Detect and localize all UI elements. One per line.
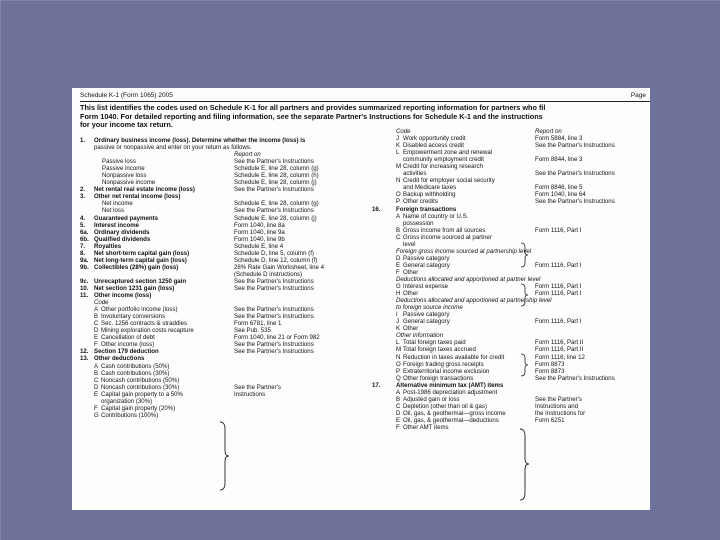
- form-row: [80, 384, 370, 391]
- report-on: Form 1040, line 9a: [234, 228, 285, 236]
- form-row: [372, 417, 650, 424]
- report-on: See the Partner's Instructions: [234, 313, 314, 321]
- line-number: 10.: [80, 284, 89, 292]
- item-description: Passive income: [102, 165, 145, 173]
- form-row: [372, 191, 650, 198]
- left-column: [80, 137, 370, 419]
- intro-line: This list identifies the codes used on Schedule K-1 for all partners and provides summarized reporting information for partners who fil: [80, 103, 546, 112]
- report-on: See the Partner's Instructions: [535, 142, 615, 150]
- form-row: [372, 170, 650, 177]
- item-description: Foreign transactions: [396, 205, 457, 213]
- line-number: 4.: [80, 214, 86, 222]
- form-row: [372, 227, 650, 234]
- report-on: Form 8873: [535, 360, 565, 368]
- form-row: [80, 306, 370, 313]
- item-description: General category: [403, 318, 450, 326]
- report-on: Form 1040, line 8a: [234, 221, 285, 229]
- form-row: [372, 220, 650, 227]
- report-on: Form 1040, line 64: [535, 191, 586, 199]
- brace-deductions: [218, 421, 230, 491]
- form-row: [80, 137, 370, 144]
- item-description: Other deductions: [94, 355, 145, 363]
- item-description: Other income (loss): [101, 341, 155, 349]
- report-on: See the Partner's Instructions: [535, 170, 615, 178]
- report-on: Form 1116, Part II: [535, 339, 584, 347]
- item-description: Net income: [102, 200, 133, 208]
- form-row: [80, 313, 370, 320]
- report-on: (Schedule D instructions): [234, 270, 303, 278]
- item-code: L: [396, 339, 400, 347]
- line-number: 9b.: [80, 263, 89, 271]
- item-description: Noncash contributions (50%): [101, 376, 180, 384]
- item-code: E: [396, 416, 401, 424]
- form-row: [372, 332, 650, 339]
- item-description: Unrecaptured section 1250 gain: [94, 277, 187, 285]
- item-description: passive or nonpassive and enter on your return as follows.: [94, 144, 252, 152]
- item-description: Section 179 deduction: [94, 348, 159, 356]
- form-row: [80, 200, 370, 207]
- form-row: [80, 341, 370, 348]
- report-on: See the Partner's Instructions: [234, 341, 314, 349]
- item-code: I: [396, 311, 398, 319]
- report-on: See the Partner's Instructions: [234, 186, 314, 194]
- report-on: Schedule D, line 12, column (f): [234, 256, 318, 264]
- item-code: E: [396, 261, 401, 269]
- report-on: See the Partner's: [234, 383, 281, 391]
- form-row: [372, 325, 650, 332]
- item-code: B: [396, 395, 401, 403]
- line-number: 9a.: [80, 256, 89, 264]
- item-description: Collectibles (28%) gain (loss): [94, 263, 179, 271]
- item-description: Backup withholding: [403, 191, 456, 199]
- form-row: [80, 370, 370, 377]
- item-description: Passive category: [403, 311, 450, 319]
- report-on: See the Partner's: [535, 395, 582, 403]
- report-on: Form 1116, Part I: [535, 290, 582, 298]
- item-description: Other: [403, 290, 419, 298]
- report-on: Form 8844, line 3: [535, 156, 583, 164]
- item-code: F: [94, 341, 98, 349]
- item-description: Post-1986 depreciation adjustment: [403, 388, 498, 396]
- form-row: [372, 163, 650, 170]
- item-code: O: [396, 191, 401, 199]
- report-on: Schedule D, line 5, column (f): [234, 249, 314, 257]
- slide-background-band: [0, 0, 720, 78]
- item-description: Interest income: [94, 221, 140, 229]
- report-on: Form 1116, Part I: [535, 226, 582, 234]
- item-code: C: [396, 233, 401, 241]
- form-row: [372, 311, 650, 318]
- item-description: Guaranteed payments: [94, 214, 159, 222]
- item-description: Code: [396, 128, 411, 135]
- report-on: Form 1116, Part I: [535, 283, 582, 291]
- item-code: A: [94, 362, 99, 370]
- line-number: 5.: [80, 221, 86, 229]
- report-on: Schedule E, line 28, column (g): [234, 165, 319, 173]
- report-on: Schedule E, line 28, column (j): [234, 179, 317, 187]
- item-description: Depletion (other than oil & gas): [403, 402, 488, 410]
- item-description: Foreign trading gross receipts: [403, 360, 484, 368]
- item-description: Gross income sourced at partner: [403, 233, 492, 241]
- form-row: [80, 377, 370, 384]
- item-description: Sec. 1256 contracts & straddles: [101, 320, 188, 328]
- item-description: Capital gain property to a 50%: [101, 390, 183, 398]
- form-row: [372, 346, 650, 353]
- form-row: [372, 410, 650, 417]
- form-row: [80, 355, 370, 362]
- item-description: Other credits: [403, 198, 438, 206]
- report-on: Schedule E, line 4: [234, 242, 284, 250]
- report-on: Schedule E, line 28, column (h): [234, 172, 319, 180]
- form-row: [372, 283, 650, 290]
- item-description: Passive loss: [102, 158, 136, 166]
- item-description: Total foreign taxes accrued: [403, 346, 476, 354]
- report-on: Form 8873: [535, 367, 565, 375]
- form-row: [372, 297, 650, 304]
- line-number: 17.: [372, 381, 381, 389]
- item-description: community employment credit: [403, 156, 484, 164]
- item-description: Work opportunity credit: [403, 135, 466, 143]
- item-code: C: [94, 320, 99, 328]
- form-row: [80, 236, 370, 243]
- form-row: [80, 363, 370, 370]
- form-row: [372, 269, 650, 276]
- report-on: 28% Rate Gain Worksheet, line 4: [234, 263, 324, 271]
- item-code: P: [396, 367, 401, 375]
- item-description: Deductions allocated and apportioned at partnership level: [396, 297, 552, 305]
- item-description: Adjusted gain or loss: [403, 395, 460, 403]
- form-row: [80, 229, 370, 236]
- line-number: 2.: [80, 186, 86, 194]
- item-description: Mining exploration costs recapture: [101, 327, 194, 335]
- item-description: Total foreign taxes paid: [403, 339, 466, 347]
- item-description: Code: [94, 299, 109, 307]
- form-row: [80, 348, 370, 355]
- form-row: [80, 158, 370, 165]
- report-on: Schedule E, line 28, column (j): [234, 214, 317, 222]
- item-code: D: [94, 383, 99, 391]
- line-number: 12.: [80, 348, 89, 356]
- form-row: [80, 271, 370, 278]
- form-row: [372, 396, 650, 403]
- report-on: Form 1116, Part II: [535, 346, 584, 354]
- item-code: D: [396, 409, 401, 417]
- intro-line: for your income tax return.: [80, 120, 173, 130]
- form-row: [80, 285, 370, 292]
- form-row: [372, 255, 650, 262]
- page-label: Page: [630, 92, 646, 99]
- report-on: See the Partner's Instructions: [535, 374, 615, 382]
- report-on: Form 5884, line 3: [535, 135, 583, 143]
- form-row: [372, 135, 650, 142]
- item-code: F: [396, 268, 400, 276]
- item-code: J: [396, 135, 400, 143]
- intro-line: Form 1040. For detailed reporting and filing information, see the separate Partner's Instructions for Schedule K-1 and the instructions: [80, 111, 543, 121]
- form-row: [372, 156, 650, 163]
- form-row: [372, 290, 650, 297]
- item-code: B: [396, 226, 401, 234]
- report-on: Form 6251: [535, 416, 565, 424]
- item-description: Cash contributions (50%): [101, 362, 170, 370]
- item-description: Net loss: [102, 207, 125, 215]
- form-row: [372, 142, 650, 149]
- item-description: Interest expense: [403, 283, 449, 291]
- header-rule: [80, 101, 650, 102]
- brace-foreign-1: [519, 242, 529, 268]
- right-column: [372, 128, 650, 431]
- form-row: [80, 412, 370, 419]
- form-row: [80, 320, 370, 327]
- form-row: [80, 334, 370, 341]
- item-description: Deductions allocated and apportioned at partner level: [396, 275, 541, 283]
- form-row: [372, 361, 650, 368]
- form-row: [372, 241, 650, 248]
- form-row: [80, 264, 370, 271]
- item-code: Q: [396, 374, 401, 382]
- form-row: [372, 375, 650, 382]
- brace-foreign-3: [519, 353, 529, 377]
- report-on: Form 1116, line 12: [535, 353, 585, 361]
- intro-paragraph: [80, 104, 650, 130]
- item-description: Qualified dividends: [94, 235, 151, 243]
- form-row: [80, 151, 370, 158]
- form-row: [80, 207, 370, 214]
- item-description: Disabled access credit: [403, 142, 464, 150]
- item-code: A: [94, 306, 99, 314]
- item-code: N: [396, 177, 401, 185]
- item-code: K: [396, 325, 401, 333]
- item-description: Reduction in taxes available for credit: [403, 353, 505, 361]
- item-description: Net long-term capital gain (loss): [94, 256, 187, 264]
- report-on: See the Partner's Instructions: [234, 277, 314, 285]
- item-code: L: [396, 149, 400, 157]
- form-row: [372, 382, 650, 389]
- form-row: [372, 339, 650, 346]
- form-row: [80, 179, 370, 186]
- line-number: 3.: [80, 193, 86, 201]
- item-code: E: [94, 390, 99, 398]
- report-on: Form 8846, line 5: [535, 184, 583, 192]
- item-description: Capital gain property (20%): [101, 404, 176, 412]
- report-on: Form 1116, Part I: [535, 261, 582, 269]
- item-description: organization (30%): [101, 397, 153, 405]
- item-description: Royalties: [94, 242, 122, 250]
- item-description: Ordinary dividends: [94, 228, 150, 236]
- item-description: Other portfolio income (loss): [101, 306, 178, 314]
- item-code: P: [396, 198, 401, 206]
- item-code: O: [396, 360, 401, 368]
- item-code: J: [396, 318, 400, 326]
- item-description: Ordinary business income (loss). Determine whether the income (loss) is: [94, 137, 306, 144]
- brace-foreign-2: [519, 283, 529, 307]
- line-number: 11.: [80, 292, 89, 300]
- form-row: [372, 318, 650, 325]
- form-row: [80, 405, 370, 412]
- form-row: [80, 299, 370, 306]
- item-code: C: [396, 402, 401, 410]
- item-description: Net short-term capital gain (loss): [94, 249, 190, 257]
- item-code: F: [94, 404, 98, 412]
- form-row: [372, 403, 650, 410]
- brace-amt: [518, 428, 530, 501]
- item-description: Foreign gross income sourced at partnership level: [396, 247, 532, 255]
- report-on: Form 1040, line 9b: [234, 235, 285, 243]
- report-on: Instructions and: [535, 402, 579, 410]
- form-row: [372, 184, 650, 191]
- form-row: [372, 128, 650, 135]
- item-description: Other information: [396, 332, 444, 340]
- item-description: level: [403, 240, 416, 248]
- form-row: [80, 257, 370, 264]
- form-title: Schedule K-1 (Form 1065) 2005: [80, 92, 173, 99]
- item-description: Contributions (100%): [101, 411, 159, 419]
- form-row: [372, 177, 650, 184]
- line-number: 7.: [80, 242, 86, 250]
- item-description: Empowerment zone and renewal: [403, 149, 493, 157]
- form-row: [80, 222, 370, 229]
- form-row: [80, 186, 370, 193]
- item-code: M: [396, 346, 402, 354]
- item-description: Noncash contributions (30%): [101, 383, 180, 391]
- line-number: 16.: [372, 205, 381, 213]
- form-row: [372, 368, 650, 375]
- item-description: Oil, gas, & geothermal—deductions: [403, 416, 499, 424]
- form-row: [372, 198, 650, 205]
- form-row: [372, 424, 650, 431]
- item-code: F: [396, 423, 400, 431]
- form-row: [80, 215, 370, 222]
- item-description: Cash contributions (30%): [101, 369, 170, 377]
- form-row: [80, 327, 370, 334]
- item-code: A: [396, 212, 401, 220]
- form-row: [372, 206, 650, 213]
- report-on: Form 1040, line 21 or Form 982: [234, 334, 320, 342]
- report-on: See the Partner's Instructions: [234, 306, 314, 314]
- report-on: See the Partner's Instructions: [234, 207, 314, 215]
- line-number: 1.: [80, 137, 86, 144]
- item-description: Involuntary conversions: [101, 313, 166, 321]
- form-row: [80, 278, 370, 285]
- form-row: [80, 250, 370, 257]
- item-description: to foreign source income: [396, 304, 463, 312]
- form-row: [80, 193, 370, 200]
- report-on: See Pub. 535: [234, 327, 271, 335]
- item-description: Net rental real estate income (loss): [94, 186, 195, 194]
- form-page: [72, 88, 650, 510]
- item-code: A: [396, 388, 401, 396]
- item-code: D: [94, 327, 99, 335]
- form-row: [372, 262, 650, 269]
- item-code: K: [396, 142, 401, 150]
- item-code: M: [396, 163, 402, 171]
- line-number: 8.: [80, 249, 86, 257]
- form-row: [372, 149, 650, 156]
- form-row: [80, 398, 370, 405]
- item-description: Alternative minimum tax (AMT) items: [396, 381, 504, 389]
- item-description: Other AMT items: [403, 423, 449, 431]
- item-description: Nonpassive loss: [102, 172, 147, 180]
- item-description: activities: [403, 170, 427, 178]
- form-row: [80, 243, 370, 250]
- form-row: [372, 276, 650, 283]
- item-description: Gross income from all sources: [403, 226, 486, 234]
- report-on: See the Partner's Instructions: [234, 348, 314, 356]
- report-on: Report on: [234, 151, 261, 159]
- line-number: 6a.: [80, 228, 89, 236]
- item-code: D: [396, 254, 401, 262]
- report-on: Report on: [535, 128, 562, 135]
- item-description: and Medicare taxes: [403, 184, 457, 192]
- item-description: Nonpassive income: [102, 179, 156, 187]
- report-on: Schedule E, line 28, column (g): [234, 200, 319, 208]
- report-on: Form 1116, Part I: [535, 318, 582, 326]
- form-row: [372, 213, 650, 220]
- item-description: Other income (loss): [94, 292, 152, 300]
- form-row: [80, 172, 370, 179]
- report-on: See the Partner's Instructions: [234, 158, 314, 166]
- report-on: Instructions: [234, 390, 266, 398]
- form-row: [372, 248, 650, 255]
- item-code: N: [396, 353, 401, 361]
- form-row: [80, 292, 370, 299]
- item-description: Other: [403, 268, 419, 276]
- form-row: [80, 391, 370, 398]
- item-code: C: [94, 376, 99, 384]
- item-code: G: [94, 411, 99, 419]
- item-description: Net section 1231 gain (loss): [94, 284, 175, 292]
- item-description: Extraterritorial income exclusion: [403, 367, 490, 375]
- item-description: Cancellation of debt: [101, 334, 155, 342]
- item-description: Other foreign transactions: [403, 374, 474, 382]
- item-description: Oil, gas, & geothermal—gross income: [403, 409, 506, 417]
- item-code: H: [396, 290, 401, 298]
- form-row: [372, 234, 650, 241]
- item-description: possession: [403, 219, 434, 227]
- report-on: the Instructions for: [535, 409, 586, 417]
- item-code: E: [94, 334, 99, 342]
- report-on: Form 6781, line 1: [234, 320, 282, 328]
- report-on: See the Partner's Instructions: [234, 284, 314, 292]
- item-code: B: [94, 369, 99, 377]
- item-description: Credit for employer social security: [403, 177, 495, 185]
- line-number: 6b.: [80, 235, 89, 243]
- report-on: See the Partner's Instructions: [535, 198, 615, 206]
- item-description: Other net rental income (loss): [94, 193, 181, 201]
- item-code: G: [396, 283, 401, 291]
- form-row: [80, 165, 370, 172]
- item-description: Other: [403, 325, 419, 333]
- item-description: Credit for increasing research: [403, 163, 483, 171]
- item-code: B: [94, 313, 99, 321]
- item-description: General category: [403, 261, 450, 269]
- line-number: 9c.: [80, 277, 89, 285]
- item-description: Passive category: [403, 254, 450, 262]
- line-number: 13.: [80, 355, 89, 363]
- form-row: [372, 304, 650, 311]
- form-row: [372, 354, 650, 361]
- form-row: [372, 389, 650, 396]
- item-description: Name of country or U.S.: [403, 212, 469, 220]
- form-row: [80, 144, 370, 151]
